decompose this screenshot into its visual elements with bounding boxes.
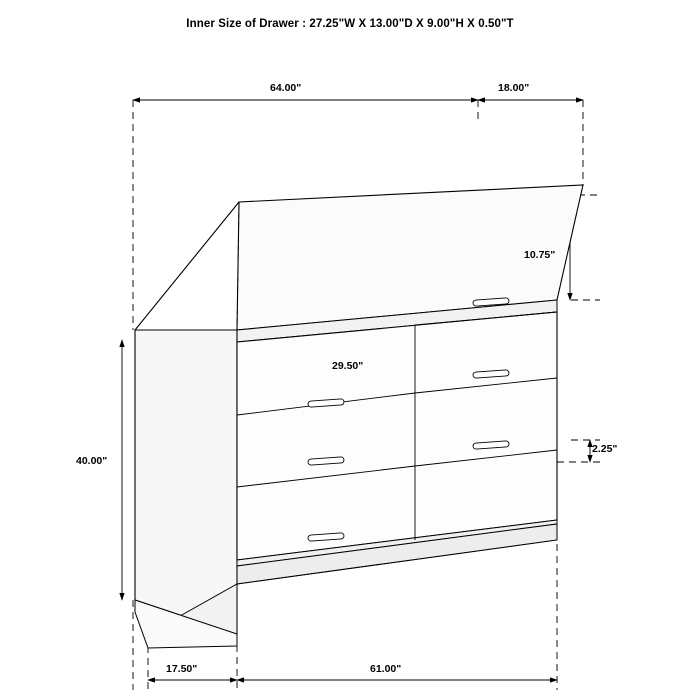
- dresser-front-face: [237, 312, 557, 560]
- dimension-label-base-plinth-height: 2.25": [592, 443, 618, 455]
- dimension-label-top-width: 64.00": [270, 82, 302, 94]
- dimension-label-top-depth: 18.00": [498, 82, 530, 94]
- dimension-label-base-side-depth: 17.50": [166, 663, 198, 675]
- dimension-label-interior-diagonal: 29.50": [332, 360, 364, 372]
- dimension-label-top-drawer-height: 10.75": [524, 249, 556, 261]
- page-title: Inner Size of Drawer : 27.25"W X 13.00"D X 9.00"H X 0.50"T: [186, 18, 514, 30]
- dimension-label-base-front-width: 61.00": [370, 663, 402, 675]
- dimension-label-overall-height: 40.00": [76, 455, 108, 467]
- dresser-left-side-panel: [135, 202, 239, 634]
